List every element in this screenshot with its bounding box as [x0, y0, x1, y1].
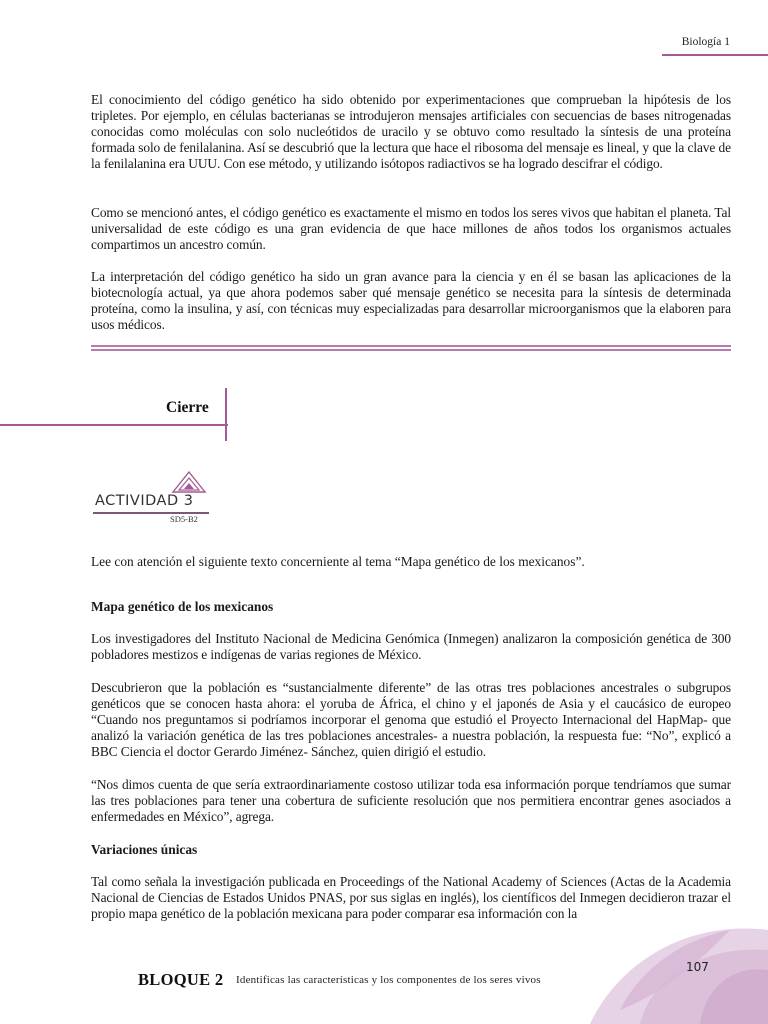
cierre-vertical-rule — [225, 388, 227, 441]
section-divider — [91, 345, 731, 351]
article-subtitle: Variaciones únicas — [91, 842, 198, 857]
article-paragraph-1: Los investigadores del Instituto Nacional de Medicina Genómica (Inmegen) analizaron la composición genética de 300 pobladores mestizos e indígenas de varias regiones de México. — [91, 631, 731, 663]
article-paragraph-2: Descubrieron que la población es “sustancialmente diferente” de las otras tres poblaciones ancestrales o subgrupos genéticos que se conocen hasta ahora: el yoruba de África, el chino y el japonés de Asia y el caucásico de europeo “Cuando nos preguntamos si podríamos incorporar el genoma que estudió el Proyecto Internacional del HapMap- que analizó la variación genética de las tres poblaciones ancestrales- a nuestra población, la respuesta fue: “No”, explicó a BBC Ciencia el doctor Gerardo Jiménez- Sánchez, quien dirigió el estudio. — [91, 680, 731, 760]
page-number: 107 — [686, 960, 709, 974]
header-rule — [662, 54, 768, 56]
leaf-decoration-icon — [580, 900, 768, 1024]
activity-instruction: Lee con atención el siguiente texto concerniente al tema “Mapa genético de los mexicanos”. — [91, 554, 585, 569]
footer-block-title: BLOQUE 2 — [138, 970, 224, 989]
footer-block-subtitle: Identificas las características y los componentes de los seres vivos — [236, 974, 541, 986]
article-paragraph-3: “Nos dimos cuenta de que sería extraordinariamente costoso utilizar toda esa información porque tendríamos que sumar las tres poblaciones para tener una cobertura de suficiente resolución que nos permitiera encontrar genes asociados a enfermedades en México”, agrega. — [91, 777, 731, 825]
cierre-horizontal-rule — [0, 424, 228, 426]
paragraph-universality: Como se mencionó antes, el código genético es exactamente el mismo en todos los seres vivos que habitan el planeta. Tal universalidad de este código es una gran evidencia de que hace millones de años todos los organismos actuales compartimos un ancestro común. — [91, 205, 731, 253]
activity-code: SD5-B2 — [170, 514, 198, 524]
activity-label: ACTIVIDAD 3 — [95, 493, 194, 509]
running-header: Biología 1 — [681, 36, 730, 48]
activity-triangle-icon — [170, 470, 208, 494]
article-title: Mapa genético de los mexicanos — [91, 599, 274, 614]
paragraph-genetic-code-discovery: El conocimiento del código genético ha sido obtenido por experimentaciones que comprueban la hipótesis de los tripletes. Por ejemplo, en células bacterianas se introdujeron mensajes artificiales con secuencias de bases nitrogenadas conocidas como moléculas con solo nucleótidos de uracilo y se obtuvo como resultado la síntesis de una proteína formada solo de fenilalanina. Así se descubrió que la lectura que hace el ribosoma del mensaje es lineal, y que la clave de la fenilalanina era UUU. Con ese método, y utilizando isótopos radiactivos se ha logrado descifrar el código. — [91, 92, 731, 172]
paragraph-biotechnology: La interpretación del código genético ha sido un gran avance para la ciencia y en él se basan las aplicaciones de la biotecnología actual, ya que ahora podemos saber qué mensaje genético se necesita para la síntesis de determinada proteína, como la insulina, y así, con técnicas muy especializadas para desarrollar microorganismos que la elaboren para usos médicos. — [91, 269, 731, 333]
section-label-cierre: Cierre — [166, 399, 209, 416]
article-paragraph-4: Tal como señala la investigación publicada en Proceedings of the National Academy of Sciences (Actas de la Academia Nacional de Ciencias de Estados Unidos PNAS, por sus siglas en inglés), los científicos del Inmegen decidieron trazar el propio mapa genético de la población mexicana para poder comparar esa información con la — [91, 874, 731, 922]
